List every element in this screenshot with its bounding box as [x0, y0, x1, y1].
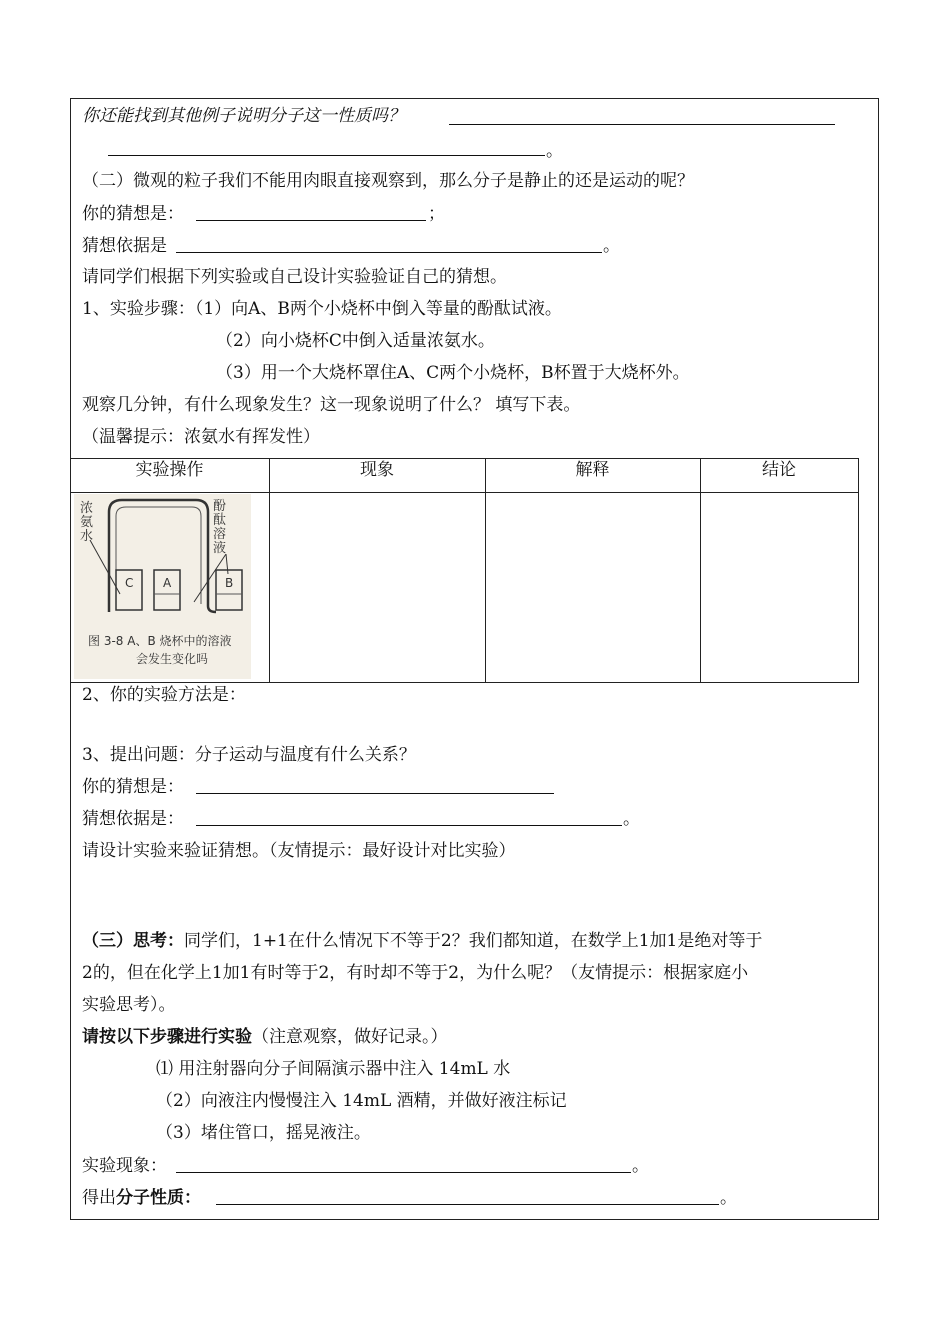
cell-phenomenon[interactable] — [270, 493, 484, 682]
basis-blank[interactable] — [176, 252, 602, 253]
step3-1: ⑴ 用注射器向分子间隔演示器中注入 14mL 水 — [156, 1059, 511, 1079]
property-label: 得出分子性质： — [82, 1188, 201, 1208]
section3-line2: 2的，但在化学上1加1有时等于2，有时却不等于2，为什么呢？（友情提示：根据家庭小 — [82, 963, 749, 983]
steps-heading: 请按以下步骤进行实验（注意观察，做好记录。） — [82, 1027, 448, 1047]
figure-caption: 图 3-8 A、B 烧杯中的溶液 — [88, 634, 232, 648]
th-operation: 实验操作 — [135, 460, 204, 480]
th-phenomenon: 现象 — [360, 460, 394, 480]
end-mark: 。 — [546, 141, 563, 161]
design-text: 请设计实验来验证猜想。（友情提示：最好设计对比实验） — [82, 841, 516, 861]
section3-line1: （三）思考：同学们，1+1在什么情况下不等于2？我们都知道，在数学上1加1是绝对等于 — [82, 931, 763, 951]
guess-end: ； — [428, 204, 445, 224]
beaker-c-label: C — [125, 576, 134, 590]
guess-label-2: 你的猜想是： — [82, 777, 184, 797]
step3-3: （3）堵住管口，摇晃液注。 — [156, 1123, 371, 1143]
cell-conclusion[interactable] — [701, 493, 857, 682]
step1-2: （2）向小烧杯C中倒入适量浓氨水。 — [216, 331, 495, 351]
basis-blank-2[interactable] — [196, 825, 622, 826]
step3-2: （2）向液注内慢慢注入 14mL 酒精，并做好液注标记 — [156, 1091, 567, 1111]
question-3: 3、提出问题：分子运动与温度有什么关系？ — [82, 745, 416, 765]
th-explanation: 解释 — [575, 460, 610, 480]
property-end: 。 — [720, 1188, 737, 1208]
label-ammonia: 浓 氨 水 — [80, 501, 94, 544]
guess-blank-2[interactable] — [196, 793, 554, 794]
section2-heading: （二）微观的粒子我们不能用肉眼直接观察到，那么分子是静止的还是运动的呢？ — [82, 171, 694, 191]
basis-end: 。 — [603, 236, 620, 256]
label-phenolphthalein: 酚 酞 溶 液 — [213, 499, 227, 556]
basis-label: 猜想依据是 — [82, 236, 167, 256]
beaker-b-label: B — [225, 576, 234, 590]
experiment-figure — [74, 494, 251, 679]
tip-text: （温馨提示：浓氨水有挥发性） — [82, 427, 320, 447]
figure-caption-2: 会发生变化吗 — [136, 652, 209, 666]
phenomenon-label: 实验现象： — [82, 1156, 167, 1176]
answer-blank-1[interactable] — [449, 124, 835, 125]
question-other-examples: 你还能找到其他例子说明分子这一性质吗？ — [82, 106, 405, 126]
basis-end-2: 。 — [623, 809, 640, 829]
section3-line3: 实验思考）。 — [82, 995, 176, 1015]
cell-explanation[interactable] — [486, 493, 699, 682]
beaker-a-label: A — [163, 576, 172, 590]
guess-label: 你的猜想是： — [82, 204, 184, 224]
phenomenon-end: 。 — [632, 1156, 649, 1176]
property-blank[interactable] — [216, 1204, 719, 1205]
th-conclusion: 结论 — [762, 460, 796, 480]
observe-text: 观察几分钟，有什么现象发生？这一现象说明了什么？ 填写下表。 — [82, 395, 581, 415]
step1-1: 1、实验步骤：（1）向A、B两个小烧杯中倒入等量的酚酞试液。 — [82, 299, 562, 319]
instruction: 请同学们根据下列实验或自己设计实验验证自己的猜想。 — [82, 267, 507, 287]
method-text: 2、你的实验方法是： — [82, 685, 246, 705]
answer-blank-2[interactable] — [108, 155, 545, 156]
phenomenon-blank[interactable] — [176, 1172, 631, 1173]
guess-blank[interactable] — [196, 220, 426, 221]
basis-label-2: 猜想依据是： — [82, 809, 184, 829]
step1-3: （3）用一个大烧杯罩住A、C两个小烧杯，B杯置于大烧杯外。 — [216, 363, 690, 383]
